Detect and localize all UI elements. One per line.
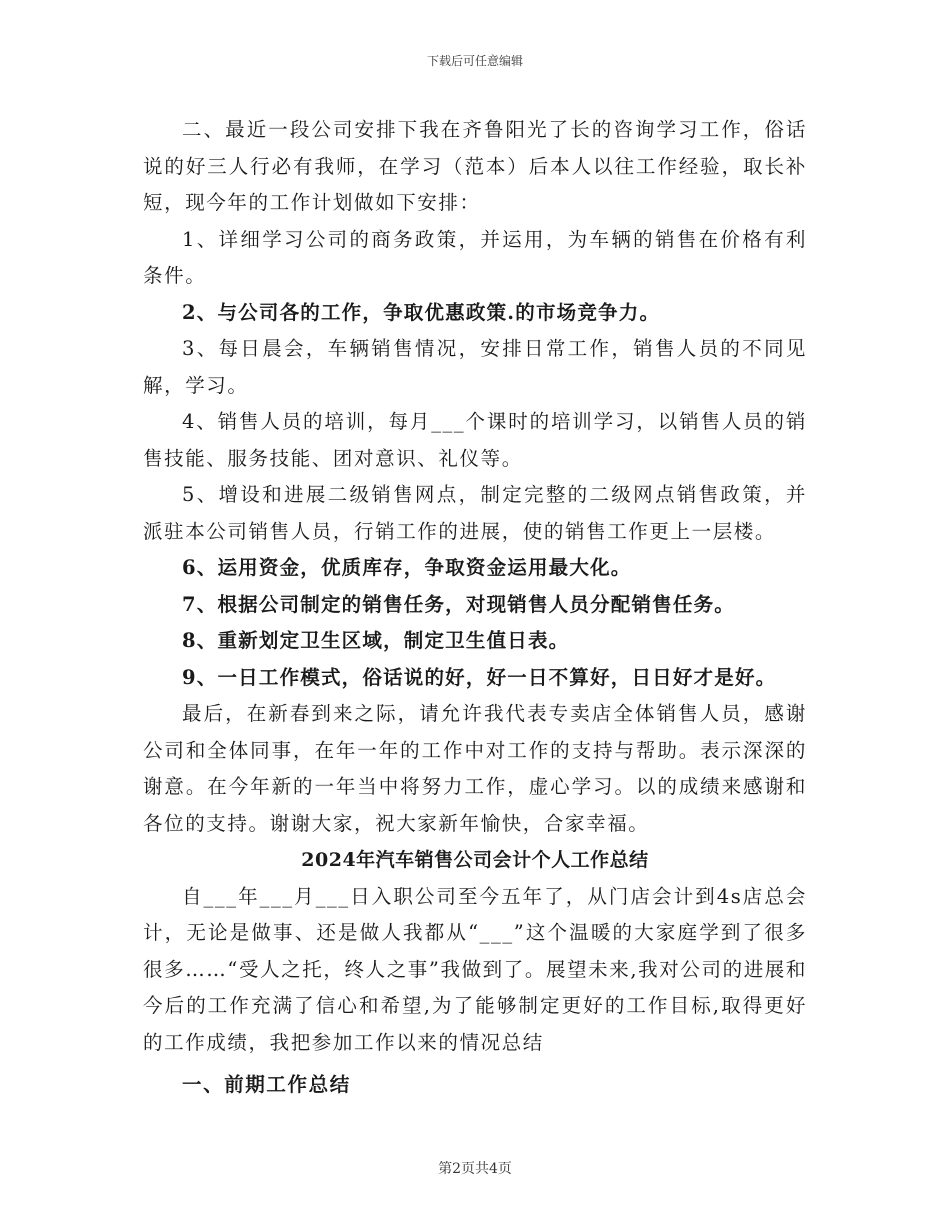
list-item: 6、运用资金，优质库存，争取资金运用最大化。 <box>182 556 632 579</box>
document-body <box>143 112 807 1104</box>
list-item: 3、每日晨会，车辆销售情况，安排日常工作，销售人员的不同见解，学习。 <box>143 337 807 397</box>
document-title: 2024年汽车销售公司会计个人工作总结 <box>301 849 649 871</box>
list-item: 4、销售人员的培训，每月___个课时的培训学习，以销售人员的销售技能、服务技能、团对意识、礼仪等。 <box>143 410 807 470</box>
list-item: 5、增设和进展二级销售网点，制定完整的二级网点销售政策，并派驻本公司销售人员，行销工作的进展，使的销售工作更上一层楼。 <box>143 483 807 543</box>
list-item: 9、一日工作模式，俗话说的好，好一日不算好，日日好才是好。 <box>182 665 777 689</box>
section-heading: 一、前期工作总结 <box>182 1073 351 1096</box>
closing-paragraph: 最后，在新春到来之际，请允许我代表专卖店全体销售人员，感谢公司和全体同事，在年一年的工作中对工作的支持与帮助。表示深深的谢意。在今年新的一年当中将努力工作，虚心学习。以的成绩来感谢和各位的支持。谢谢大家，祝大家新年愉快，合家幸福。 <box>143 702 807 835</box>
page-header: 下载后可任意编辑 <box>426 54 523 68</box>
paragraph: 自___年___月___日入职公司至今五年了，从门店会计到4s店总会计，无论是做事、还是做人我都从“___”这个温暖的大家庭学到了很多很多……“受人之托，终人之事”我做到了。展望未来,我对公司的进展和今后的工作充满了信心和希望,为了能够制定更好的工作目标,取得更好的工作成绩，我把参加工作以来的情况总结 <box>143 884 807 1054</box>
list-item: 1、详细学习公司的商务政策，并运用，为车辆的销售在价格有利条件。 <box>143 227 807 287</box>
page-footer: 第2页共4页 <box>438 1161 512 1177</box>
list-item: 2、与公司各的工作，争取优惠政策.的市场竞争力。 <box>182 300 661 324</box>
list-item: 8、重新划定卫生区域，制定卫生值日表。 <box>182 629 570 652</box>
list-item: 7、根据公司制定的销售任务，对现销售人员分配销售任务。 <box>182 592 735 616</box>
paragraph: 二、最近一段公司安排下我在齐鲁阳光了长的咨询学习工作，俗话说的好三人行必有我师，在学习（范本）后本人以往工作经验，取长补短，现今年的工作计划做如下安排： <box>143 118 807 214</box>
